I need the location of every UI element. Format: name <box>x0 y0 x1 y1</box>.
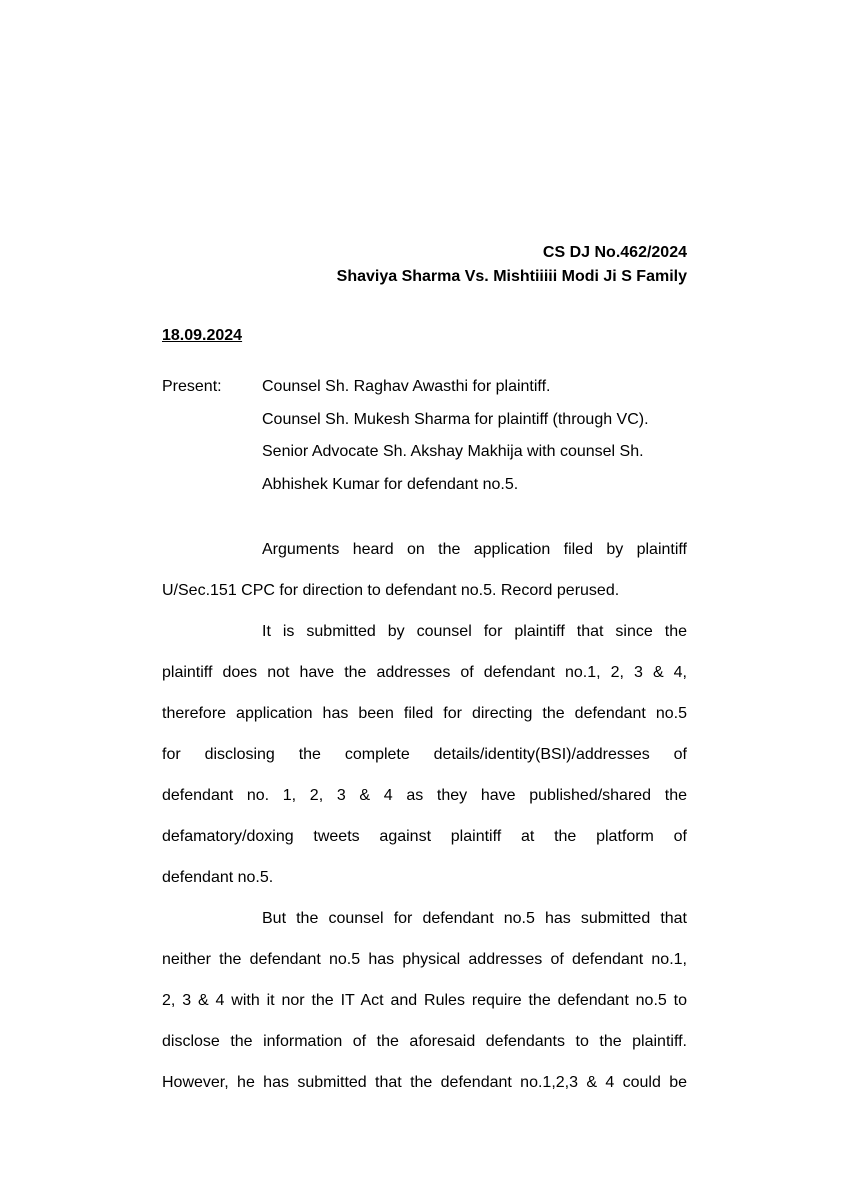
order-date: 18.09.2024 <box>162 327 243 344</box>
paragraph-line: neither the defendant no.5 has physical addresses of defendant no.1, <box>162 951 687 968</box>
paragraph-line: Arguments heard on the application filed by plaintiff <box>262 541 687 558</box>
paragraph-line: for disclosing the complete details/identity(BSI)/addresses of <box>162 746 687 763</box>
case-number: CS DJ No.462/2024 <box>542 244 687 261</box>
paragraph-line: 2, 3 & 4 with it nor the IT Act and Rules require the defendant no.5 to <box>162 992 687 1009</box>
present-list <box>262 375 687 505</box>
present-line: Senior Advocate Sh. Akshay Makhija with counsel Sh. <box>262 443 644 460</box>
paragraph-line: therefore application has been filed for directing the defendant no.5 <box>162 705 687 722</box>
order-body <box>162 529 687 1103</box>
paragraph-line: U/Sec.151 CPC for direction to defendant no.5. Record perused. <box>162 582 620 599</box>
present-line: Abhishek Kumar for defendant no.5. <box>262 475 519 493</box>
paragraph-line: defendant no.5. <box>162 869 274 886</box>
present-label: Present: <box>162 378 222 395</box>
paragraph-line: But the counsel for defendant no.5 has submitted that <box>262 910 687 927</box>
paragraph-line: However, he has submitted that the defendant no.1,2,3 & 4 could be <box>162 1074 687 1091</box>
present-line: Counsel Sh. Raghav Awasthi for plaintiff. <box>262 378 551 395</box>
paragraph-line: defendant no. 1, 2, 3 & 4 as they have published/shared the <box>162 787 687 804</box>
case-header <box>337 241 687 289</box>
paragraph-line: defamatory/doxing tweets against plaintiff at the platform of <box>162 828 687 845</box>
paragraph-line: It is submitted by counsel for plaintiff that since the <box>262 623 687 640</box>
present-line: Counsel Sh. Mukesh Sharma for plaintiff (through VC). <box>262 410 649 428</box>
paragraph-line: disclose the information of the aforesaid defendants to the plaintiff. <box>162 1033 687 1050</box>
paragraph-line: plaintiff does not have the addresses of defendant no.1, 2, 3 & 4, <box>162 664 687 681</box>
case-title: Shaviya Sharma Vs. Mishtiiiii Modi Ji S Family <box>336 268 687 285</box>
